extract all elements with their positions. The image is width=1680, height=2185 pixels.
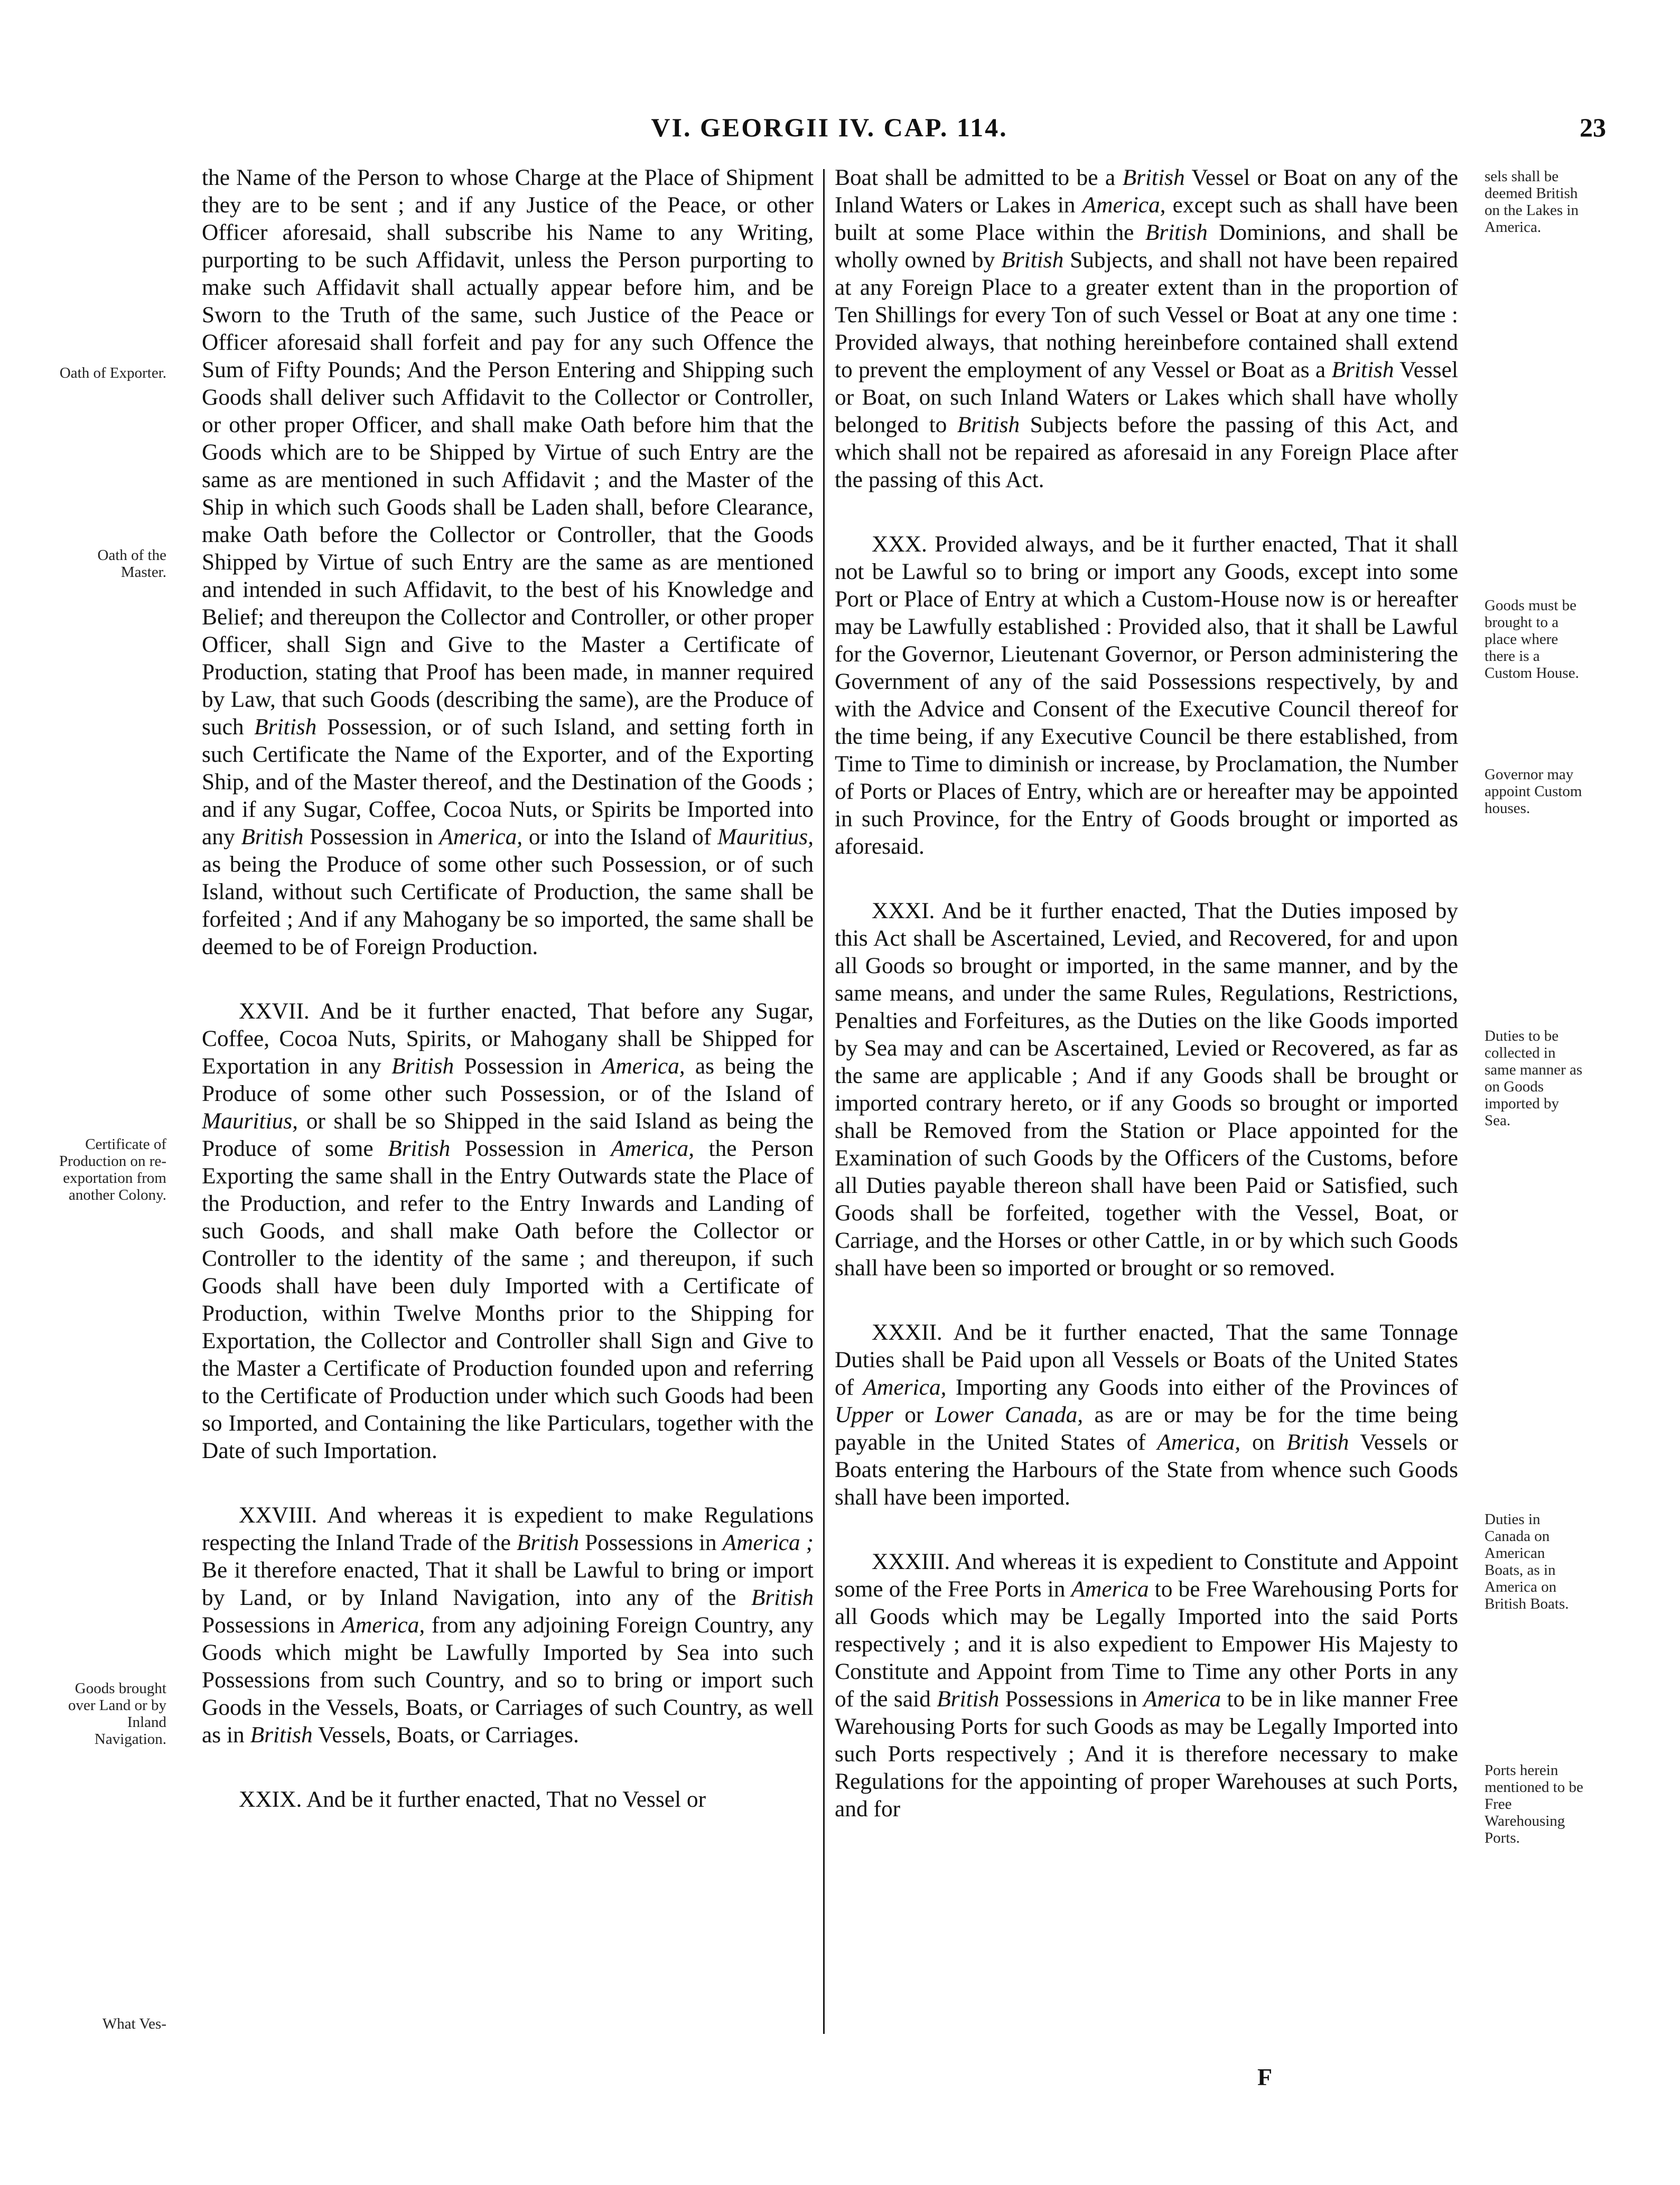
margin-note-what-vessels: What Ves- <box>102 2015 166 2032</box>
right-column <box>835 164 1458 2044</box>
margin-note-ports-free: Ports herein mentioned to be Free Warehousing Ports. <box>1485 1762 1583 1846</box>
section-xxxii: XXXII. And be it further enacted, That the same Tonnage Duties shall be Paid upon all Vessels or Boats of the United States of America, Importing any Goods into either of the Provinces of Upper or Lower Canada, as are or may be for the time being payable in the United States of America, on British Vessels or Boats entering the Harbours of the State from whence such Goods shall have been imported. <box>835 1320 1458 1510</box>
page-header <box>0 112 1680 154</box>
section-xxxi: XXXI. And be it further enacted, That the Duties imposed by this Act shall be Ascertained, Levied, and Recovered, for and upon all Goods so brought or imported, in the same manner, and by the same means, and under the same Rules, Regulations, Restrictions, Penalties and Forfeitures, as the Duties on the like Goods imported by Sea may and can be Ascertained, Levied or Recovered, as far as the same are applicable ; And if any Goods shall be brought or imported contrary hereto, or if any Goods so brought or imported shall be Removed from the Station or Place appointed for the Examination of such Goods by the Officers of the Customs, before all Duties payable thereon shall have been Paid or Satisfied, such Goods shall be forfeited, together with the Vessel, Boat, or Carriage, and the Horses or other Cattle, in or by which such Goods shall have been so imported or brought or so removed. <box>835 898 1458 1281</box>
section-xxvii: XXVII. And be it further enacted, That before any Sugar, Coffee, Cocoa Nuts, Spirits, or Mahogany shall be Shipped for Exportation in any British Possession in America, as being the Produce of some other such Possession, or of the Island of Mauritius, or shall be so Shipped in the said Island as being the Produce of some British Possession in America, the Person Exporting the same shall in the Entry Outwards state the Place of the Production, and refer to the Entry Inwards and Landing of such Goods, and shall make Oath before the Collector or Controller to the identity of the same ; and thereupon, if such Goods shall have been duly Imported with a Certificate of Production, within Twelve Months prior to the Shipping for Exportation, the Collector and Controller shall Sign and Give to the Master a Certificate of Production founded upon and referring to the Certificate of Production under which such Goods had been so Imported, and Containing the like Particulars, together with the Date of such Importation. <box>202 998 814 1463</box>
margin-note-certificate: Certificate of Production on re-exportation from another Colony. <box>59 1136 166 1203</box>
margin-note-oath-master: Oath of the Master. <box>97 547 166 581</box>
signature-mark: F <box>1257 2063 1273 2090</box>
margin-note-oath-exporter: Oath of Exporter. <box>59 365 166 381</box>
margin-note-duties-collected: Duties to be collected in same manner as on Goods imported by Sea. <box>1485 1028 1583 1129</box>
page-title: VI. GEORGII IV. CAP. 114. <box>651 113 1008 142</box>
paragraph-continuation: the Name of the Person to whose Charge at the Place of Shipment they are to be sent ; and if any Justice of the Peace, or other Officer aforesaid, shall subscribe his Name to any Writing, purporting to be such Affidavit, unless the Person purporting to make such Affidavit shall actually appear before him, and be Sworn to the Truth of the same, such Justice of the Peace or Officer aforesaid shall forfeit and pay for any such Offence the Sum of Fifty Pounds; And the Person Entering and Shipping such Goods shall deliver such Affidavit to the Collector or Controller, or other proper Officer, and shall make Oath before him that the Goods which are to be Shipped by Virtue of such Entry are the same as are mentioned in such Affidavit ; and the Master of the Ship in which such Goods shall be Laden shall, before Clearance, make Oath before the Collector or Controller, that the Goods Shipped by Virtue of such Entry are the same as are mentioned and intended in such Affidavit, to the best of his Knowledge and Belief; and thereupon the Collector and Controller, or other proper Officer, shall Sign and Give to the Master a Certificate of Production, stating that Proof has been made, in manner required by Law, that such Goods (describing the same), are the Produce of such British Possession, or of such Island, and setting forth in such Certificate the Name of the Exporter, and of the Exporting Ship, and of the Master thereof, and the Destination of the Goods ; and if any Sugar, Coffee, Cocoa Nuts, or Spirits be Imported into any British Possession in America, or into the Island of Mauritius, as being the Produce of some other such Possession, or of such Island, without such Certificate of Production, the same shall be forfeited ; And if any Mahogany be so imported, the same shall be deemed to be of Foreign Production. <box>202 165 814 959</box>
column-divider <box>823 169 825 2034</box>
section-xxxiii: XXXIII. And whereas it is expedient to Constitute and Appoint some of the Free Ports in America to be Free Warehousing Ports for all Goods which may be Legally Imported into the said Ports respectively ; and it is also expedient to Empower His Majesty to Constitute and Appoint from Time to Time any other Ports in any of the said British Possessions in America to be in like manner Free Warehousing Ports for such Goods as may be Legally Imported into such Ports respectively ; And it is therefore necessary to make Regulations for the appointing of proper Warehouses at such Ports, and for <box>835 1549 1458 1822</box>
section-xxix: XXIX. And be it further enacted, That no Vessel or <box>239 1787 706 1812</box>
page-number: 23 <box>1580 113 1606 142</box>
margin-note-governor: Governor may appoint Custom houses. <box>1485 766 1582 817</box>
section-xxviii: XXVIII. And whereas it is expedient to make Regulations respecting the Inland Trade of the British Possessions in America ; Be it therefore enacted, That it shall be Lawful to bring or import by Land, or by Inland Navigation, into any of the British Possessions in America, from any adjoining Foreign Country, any Goods which might be Lawfully Imported by Sea into such Possessions from such Country, and so to bring or import such Goods in the Vessels, Boats, or Carriages of such Country, as well as in British Vessels, Boats, or Carriages. <box>202 1502 814 1748</box>
left-column <box>202 164 814 2044</box>
margin-note-vessels-deemed: sels shall be deemed British on the Lakes in America. <box>1485 168 1579 236</box>
section-xxix-continued: Boat shall be admitted to be a British Vessel or Boat on any of the Inland Waters or Lakes in America, except such as shall have been built at some Place within the British Dominions, and shall be wholly owned by British Subjects, and shall not have been repaired at any Foreign Place to a greater extent than in the proportion of Ten Shillings for every Ton of such Vessel or Boat at any one time : Provided always, that nothing hereinbefore contained shall extend to prevent the employment of any Vessel or Boat as a British Vessel or Boat, on such Inland Waters or Lakes which shall have wholly belonged to British Subjects before the passing of this Act, and which shall not be repaired as aforesaid in any Foreign Place after the passing of this Act. <box>835 165 1458 492</box>
margin-note-duties-canada: Duties in Canada on American Boats, as in America on British Boats. <box>1485 1511 1569 1612</box>
margin-note-goods-brought: Goods brought over Land or by Inland Navigation. <box>68 1680 166 1748</box>
margin-note-goods-must: Goods must be brought to a place where there is a Custom House. <box>1485 597 1579 681</box>
section-xxx: XXX. Provided always, and be it further enacted, That it shall not be Lawful so to bring or import any Goods, except into some Port or Place of Entry at which a Custom-House now is or hereafter may be Lawfully established : Provided also, that it shall be Lawful for the Governor, Lieutenant Governor, or Person administering the Government of any of the said Possessions respectively, by and with the Advice and Consent of the Executive Council thereof for the time being, if any Executive Council be there established, from Time to Time to diminish or increase, by Proclamation, the Number of Ports or Places of Entry, which are or hereafter may be appointed in such Province, for the Entry of Goods brought or imported as aforesaid. <box>835 531 1458 859</box>
